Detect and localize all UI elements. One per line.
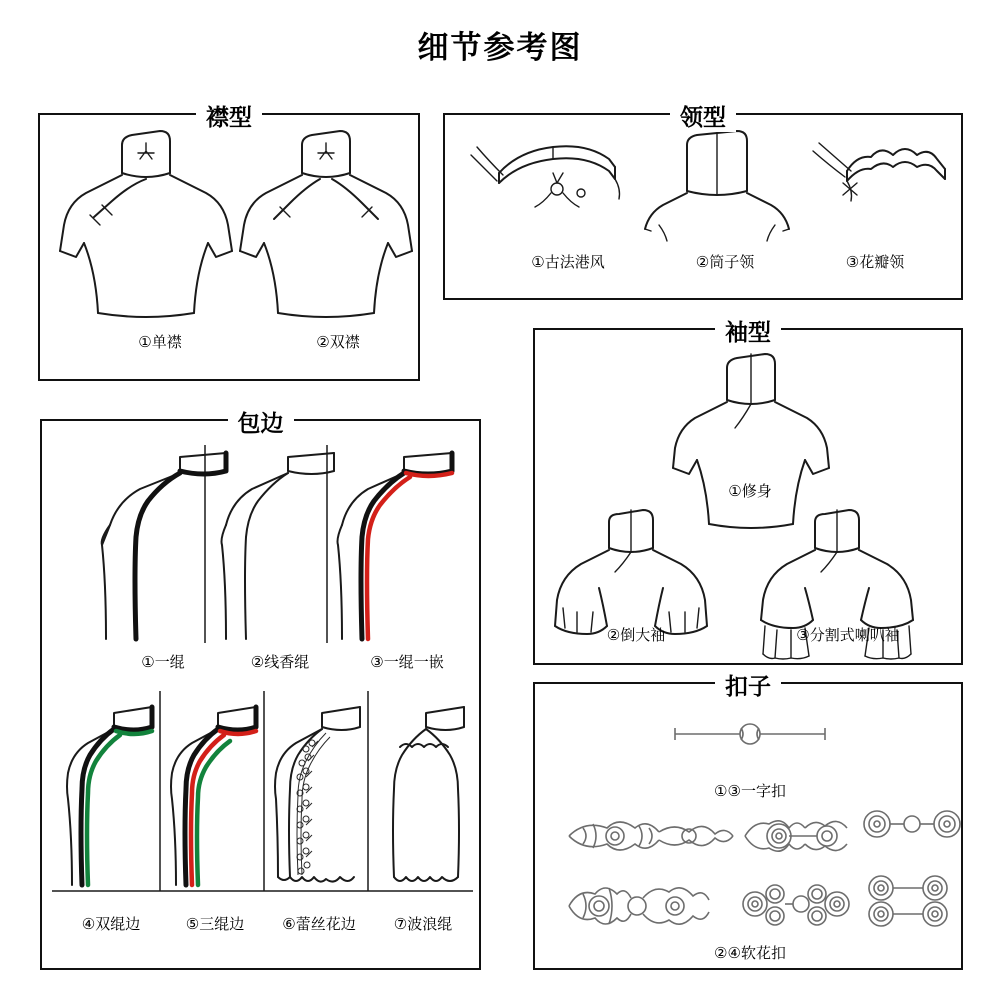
caption-edging-7: ⑦波浪绲 — [393, 915, 453, 933]
button-illustrations — [535, 684, 965, 972]
caption-edging-1: ①一绲 — [141, 653, 185, 671]
collar-illustrations — [445, 115, 965, 302]
page-title: 细节参考图 — [417, 30, 583, 66]
caption-collar-2: ②筒子领 — [695, 253, 755, 271]
caption-edging-3: ③一绲一嵌 — [370, 653, 444, 671]
panel-buttons-title: 扣子 — [535, 668, 961, 701]
panel-edging — [40, 411, 481, 970]
panel-lapel-title: 襟型 — [40, 99, 418, 132]
caption-sleeve-2: ②倒大袖 — [606, 626, 666, 644]
caption-button-2: ②④软花扣 — [714, 944, 786, 962]
caption-lapel-2: ②双襟 — [316, 333, 360, 351]
caption-lapel-1: ①单襟 — [138, 333, 182, 351]
panel-collar — [443, 105, 963, 300]
panel-edging-title: 包边 — [42, 405, 479, 438]
caption-edging-6: ⑥蕾丝花边 — [282, 915, 356, 933]
panel-lapel — [38, 105, 420, 381]
caption-collar-1: ①古法港风 — [531, 253, 605, 271]
caption-sleeve-1: ①修身 — [728, 482, 772, 500]
caption-button-1: ①③一字扣 — [714, 782, 786, 800]
panel-sleeve-title: 袖型 — [535, 314, 961, 347]
panel-sleeve — [533, 320, 963, 665]
caption-edging-5: ⑤三绲边 — [185, 915, 245, 933]
caption-edging-4: ④双绲边 — [81, 915, 141, 933]
panel-collar-title: 领型 — [445, 99, 961, 132]
edging-illustrations — [42, 421, 483, 972]
caption-edging-2: ②线香绲 — [250, 653, 310, 671]
caption-sleeve-3: ③分割式喇叭袖 — [796, 626, 900, 644]
panel-buttons — [533, 674, 963, 970]
caption-collar-3: ③花瓣领 — [845, 253, 905, 271]
